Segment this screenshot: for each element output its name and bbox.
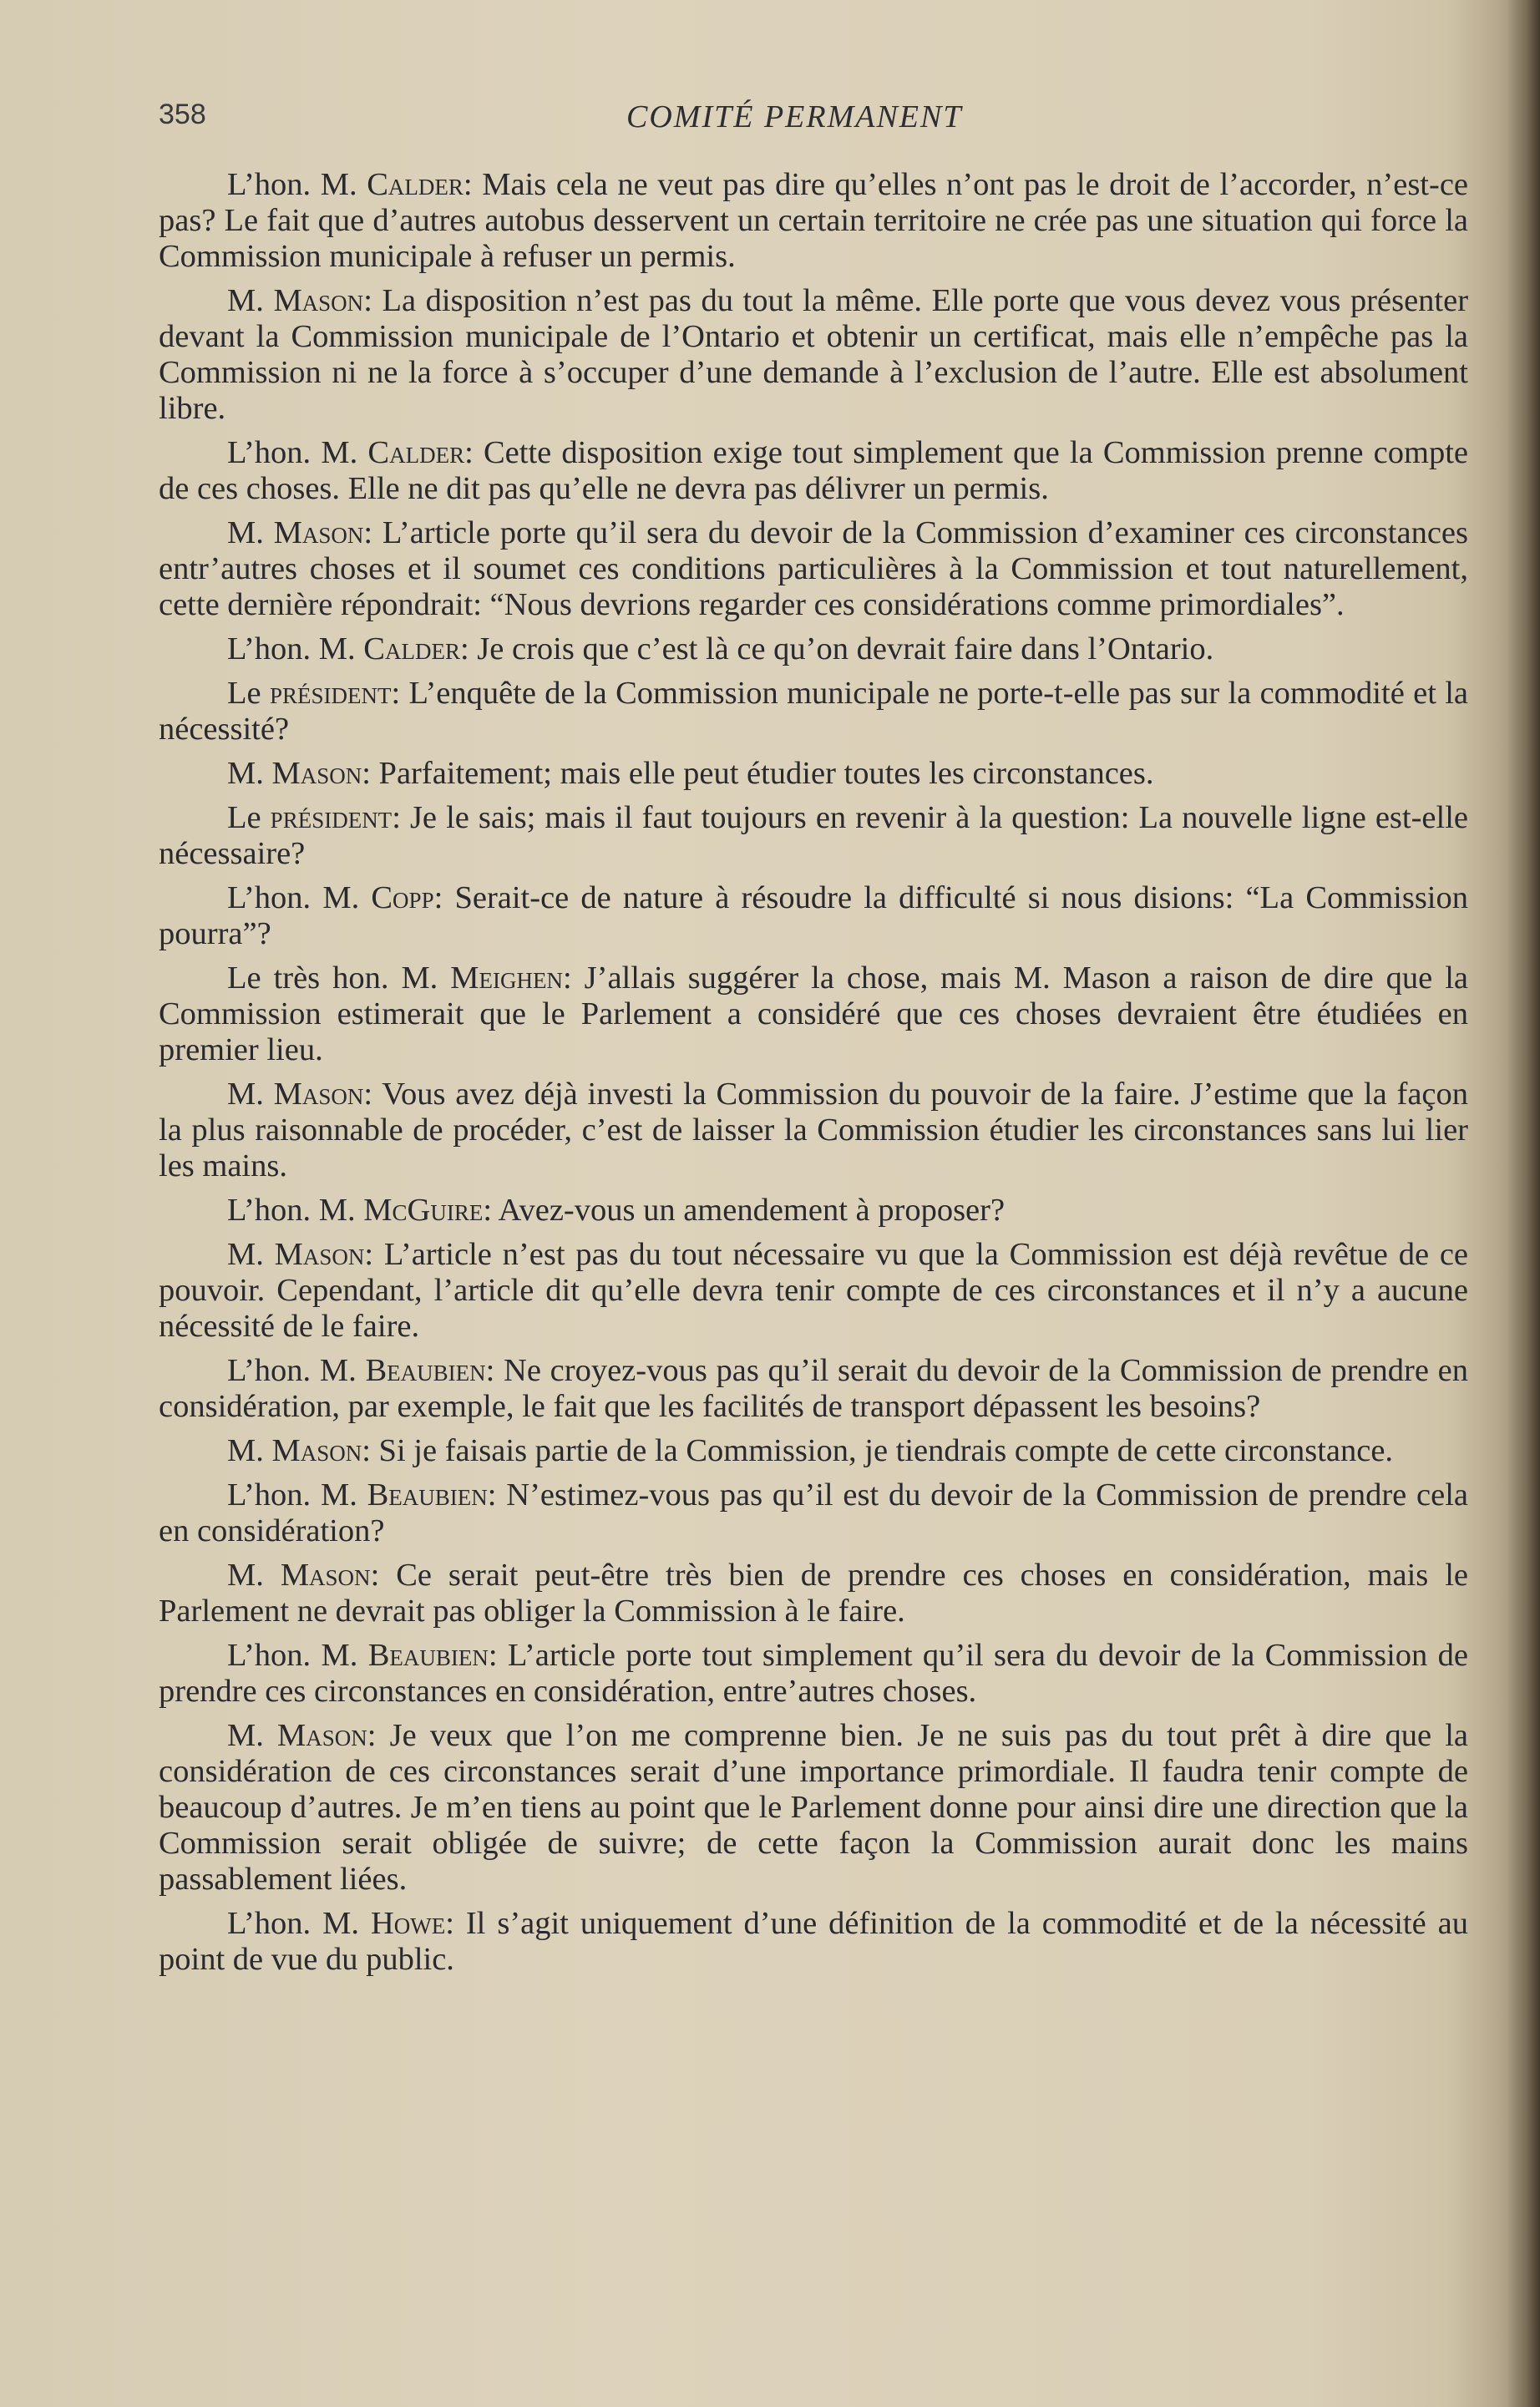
speaker-name: Beaubien	[365, 1353, 486, 1388]
speech-paragraph	[159, 1558, 1468, 1629]
speaker-prefix: M.	[227, 1718, 278, 1753]
speech-paragraph	[159, 1077, 1468, 1184]
speech-paragraph	[159, 676, 1468, 747]
speech-text: : Mais cela ne veut pas dire qu’elles n’ont pas le droit de l’accorder, n’est-ce pas? Le fait que d’autres autobus desservent un certain territoire ne crée pas une situation qui force la Commission municipale à refuser un permis.	[159, 167, 1469, 274]
speaker-prefix: M.	[227, 515, 274, 550]
speech-paragraph	[159, 880, 1468, 952]
speech-text: : J’allais suggérer la chose, mais M. Mason a raison de dire que la Commission estimerait que le Parlement a considéré que ces choses devraient être étudiées en premier lieu.	[159, 960, 1468, 1067]
speaker-name: Copp	[371, 880, 434, 915]
speech-paragraph	[159, 1237, 1468, 1345]
speech-paragraph	[159, 167, 1468, 275]
speech-text: : L’article porte tout simplement qu’il sera du devoir de la Commission de prendre ces circonstances en considération, entre’autres choses.	[159, 1638, 1468, 1709]
speaker-prefix: L’hon. M.	[227, 1638, 368, 1673]
speaker-name: Meighen	[450, 960, 563, 996]
speaker-name: président	[269, 676, 392, 711]
speaker-prefix: L’hon. M.	[227, 1906, 371, 1941]
speech-paragraph	[159, 283, 1468, 427]
speech-paragraph	[159, 631, 1468, 667]
speech-paragraph	[159, 515, 1468, 623]
speech-paragraph	[159, 1906, 1468, 1978]
speaker-prefix: L’hon. M.	[227, 435, 368, 470]
speech-text: : Ne croyez-vous pas qu’il serait du devoir de la Commission de prendre en considération, par exemple, le fait que les facilités de transport dépassent les besoins?	[159, 1353, 1468, 1424]
speaker-prefix: M.	[227, 1558, 281, 1593]
speaker-prefix: Le	[227, 800, 271, 835]
speaker-prefix: M.	[227, 1433, 272, 1468]
speaker-prefix: L’hon. M.	[227, 1193, 364, 1228]
speech-text: : Si je faisais partie de la Commission, je tiendrais compte de cette circonstance.	[362, 1433, 1394, 1468]
speech-text: : Serait-ce de nature à résoudre la difficulté si nous disions: “La Commission pourra”?	[159, 880, 1468, 951]
speaker-prefix: M.	[227, 1077, 274, 1112]
speech-paragraph	[159, 1353, 1468, 1425]
speech-text: : Je le sais; mais il faut toujours en revenir à la question: La nouvelle ligne est-elle nécessaire?	[159, 800, 1469, 871]
speech-text: : Parfaitement; mais elle peut étudier toutes les circonstances.	[362, 756, 1154, 791]
speaker-prefix: L’hon. M.	[227, 1353, 366, 1388]
speech-paragraph	[159, 1718, 1468, 1898]
speaker-prefix: L’hon. M.	[227, 1477, 367, 1513]
speaker-name: Beaubien	[367, 1477, 488, 1513]
speech-paragraph	[159, 1193, 1468, 1229]
speaker-name: Mason	[271, 1433, 362, 1468]
speaker-name: Mason	[271, 756, 362, 791]
speaker-prefix: M.	[227, 283, 274, 318]
speaker-prefix: L’hon. M.	[227, 631, 364, 666]
speaker-prefix: Le	[227, 676, 270, 711]
page-header	[159, 99, 1461, 149]
speech-text: : L’enquête de la Commission municipale ne porte-t-elle pas sur la commodité et la nécessité?	[159, 676, 1469, 747]
speech-paragraph	[159, 1477, 1468, 1549]
speaker-name: Calder	[367, 167, 464, 202]
speaker-name: Mason	[274, 1237, 365, 1272]
speaker-name: Mason	[273, 515, 364, 550]
speech-paragraph	[159, 1638, 1468, 1710]
speech-text: : N’estimez-vous pas qu’il est du devoir de la Commission de prendre cela en considération?	[159, 1477, 1468, 1548]
speaker-name: Mason	[273, 1077, 364, 1112]
speaker-name: Mason	[273, 283, 364, 318]
speaker-name: Howe	[370, 1906, 446, 1941]
speaker-name: président	[270, 800, 393, 835]
speech-paragraph	[159, 960, 1468, 1068]
speaker-prefix: M.	[227, 756, 272, 791]
running-head: COMITÉ PERMANENT	[626, 99, 963, 134]
speaker-name: Calder	[367, 435, 465, 470]
speaker-name: Calder	[363, 631, 460, 666]
speech-text: : Cette disposition exige tout simplement que la Commission prenne compte de ces choses. Elle ne dit pas qu’elle ne devra pas délivrer un permis.	[159, 435, 1468, 506]
speech-paragraph	[159, 1433, 1468, 1469]
speech-text: : Je crois que c’est là ce qu’on devrait faire dans l’Ontario.	[459, 631, 1214, 666]
speech-paragraph	[159, 800, 1468, 872]
speech-text: : La disposition n’est pas du tout la même. Elle porte que vous devez vous présenter devant la Commission municipale de l’Ontario et obtenir un certificat, mais elle n’empêche pas la Commission ni ne la force à s’occuper d’une demande à l’exclusion de l’autre. Elle est absolument libre.	[159, 283, 1469, 426]
speech-text: : Je veux que l’on me comprenne bien. Je ne suis pas du tout prêt à dire que la considération de ces circonstances serait d’une importance primordiale. Il faudra tenir compte de beaucoup d’autres. Je m’en tiens au point que le Parlement donne pour ainsi dire une direction que la Commission serait obligée de suivre; de cette façon la Commission aurait donc les mains passablement liées.	[159, 1718, 1468, 1897]
page-number: 358	[159, 99, 206, 130]
speaker-name: McGuire	[363, 1193, 484, 1228]
speech-text: : Avez-vous un amendement à proposer?	[483, 1193, 1006, 1228]
binding-shadow	[1507, 0, 1540, 2407]
speaker-name: Mason	[277, 1718, 367, 1753]
speech-text: : Vous avez déjà investi la Commission du pouvoir de la faire. J’estime que la façon la plus raisonnable de procéder, c’est de laisser la Commission étudier les circonstances sans lui lier les mains.	[159, 1077, 1469, 1183]
speaker-name: Mason	[280, 1558, 371, 1593]
speaker-prefix: Le très hon. M.	[227, 960, 451, 996]
speech-text: : L’article porte qu’il sera du devoir de la Commission d’examiner ces circonstances entr’autres choses et il soumet ces conditions particulières à la Commission et tout naturellement, cette dernière répondrait: “Nous devrions regarder ces considérations comme primordiales”.	[159, 515, 1469, 622]
speech-text: : Ce serait peut-être très bien de prendre ces choses en considération, mais le Parlement ne devrait pas obliger la Commission à le faire.	[159, 1558, 1468, 1629]
speaker-name: Beaubien	[367, 1638, 489, 1673]
speaker-prefix: M.	[227, 1237, 275, 1272]
speech-text: : Il s’agit uniquement d’une définition de la commodité et de la nécessité au point de vue du public.	[159, 1906, 1468, 1977]
speech-paragraph	[159, 756, 1468, 792]
speaker-prefix: L’hon. M.	[227, 880, 372, 915]
speech-paragraph	[159, 435, 1468, 507]
speech-text: : L’article n’est pas du tout nécessaire vu que la Commission est déjà revêtue de ce pouvoir. Cependant, l’article dit qu’elle devra tenir compte de ces circonstances et il n’y a aucune nécessité de le faire.	[159, 1237, 1468, 1344]
speaker-prefix: L’hon. M.	[227, 167, 367, 202]
transcript-body	[159, 167, 1468, 1986]
